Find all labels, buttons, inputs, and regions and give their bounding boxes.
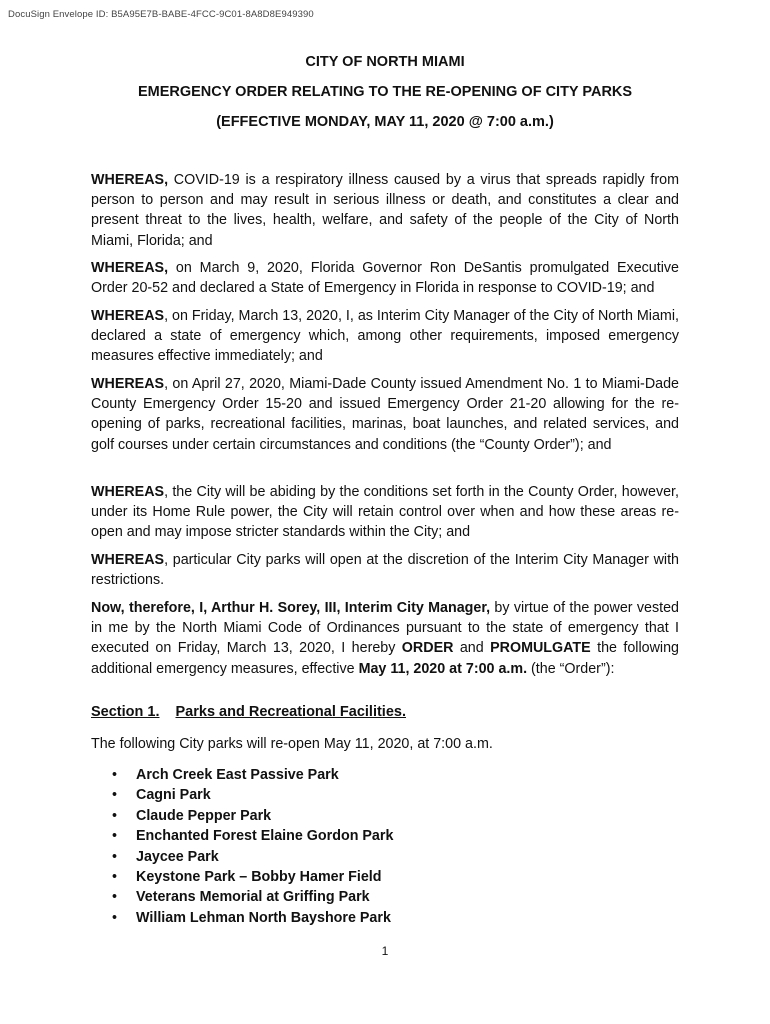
bullet-icon: • (112, 869, 118, 886)
whereas-text: on March 9, 2020, Florida Governor Ron DeSantis promulgated Executive Order 20-52 and declared a State of Emergency in Florida in response to COVID-19; and (91, 260, 679, 297)
bullet-icon: • (112, 807, 118, 824)
whereas-lead: WHEREAS (91, 308, 165, 324)
whereas-lead: WHEREAS (91, 484, 165, 500)
whereas-text: COVID-19 is a respiratory illness caused by a virus that spreads rapidly from person to person and may result in serious illness or death, and constitutes a clear and present threat to the lives, health, welfare, and safety of the people of the City of North Miami, Florida; and (91, 172, 679, 249)
list-item: • Veterans Memorial at Griffing Park (112, 887, 393, 907)
now-therefore-lead: Now, therefore, I, Arthur H. Sorey, III, Interim City Manager, (91, 600, 491, 616)
whereas-lead: WHEREAS, (91, 260, 169, 276)
order-title: EMERGENCY ORDER RELATING TO THE RE-OPENING OF CITY PARKS (137, 84, 633, 100)
whereas-paragraph-5 (91, 482, 679, 543)
and-text: and (453, 640, 491, 657)
promulgate-keyword: PROMULGATE (490, 640, 591, 657)
list-item: • Arch Creek East Passive Park (112, 765, 393, 785)
whereas-paragraph-3 (91, 306, 679, 367)
list-item: • Cagni Park (112, 785, 393, 805)
bullet-icon: • (112, 828, 118, 845)
section-heading (91, 704, 406, 720)
page-number: 1 (381, 944, 389, 958)
whereas-paragraph-1 (91, 170, 679, 251)
bullet-icon: • (112, 909, 118, 926)
docusign-envelope-id: DocuSign Envelope ID: B5A95E7B-BABE-4FCC-9C01-8A8D8E949390 (8, 9, 314, 20)
city-title: CITY OF NORTH MIAMI (305, 54, 465, 70)
list-item: • Jaycee Park (112, 847, 393, 867)
whereas-lead: WHEREAS (91, 376, 165, 392)
section-title: Parks and Recreational Facilities. (175, 704, 406, 720)
bullet-icon: • (112, 889, 118, 906)
section-intro: The following City parks will re-open May 11, 2020, at 7:00 a.m. (91, 736, 493, 752)
bullet-icon: • (112, 848, 118, 865)
bullet-icon: • (112, 787, 118, 804)
whereas-text: , particular City parks will open at the discretion of the Interim City Manager with restrictions. (91, 552, 679, 589)
bullet-icon: • (112, 767, 118, 783)
parks-list (112, 765, 393, 928)
whereas-text: , the City will be abiding by the conditions set forth in the County Order, however, under its Home Rule power, the City will retain control over when and how these areas re-open and may impose stricter standards within the City; and (91, 484, 679, 541)
section-number: Section 1. (91, 704, 160, 720)
whereas-paragraph-6 (91, 550, 679, 590)
list-item: • Keystone Park – Bobby Hamer Field (112, 867, 393, 887)
order-keyword: ORDER (401, 640, 454, 657)
now-therefore-text: by virtue of the power vested in me by the North Miami Code of Ordinances pursuant to the state of emergency that I executed on Friday, March 13, 2020, I hereby (91, 600, 679, 657)
effective-date-title: (EFFECTIVE MONDAY, MAY 11, 2020 @ 7:00 a.m.) (216, 114, 554, 130)
now-therefore-paragraph (91, 598, 679, 679)
list-item: • William Lehman North Bayshore Park (112, 908, 393, 928)
now-therefore-text-3: (the “Order”): (527, 660, 615, 677)
whereas-lead: WHEREAS (91, 552, 165, 568)
whereas-paragraph-2 (91, 258, 679, 298)
whereas-paragraph-4 (91, 374, 679, 455)
whereas-text: , on April 27, 2020, Miami-Dade County issued Amendment No. 1 to Miami-Dade County Emergency Order 15-20 and issued Emergency Order 21-20 allowing for the re-opening of parks, recreational facilities, marinas, boat launches, and related services, and golf courses under certain circumstances and conditions (the “County Order”); and (91, 376, 679, 453)
whereas-text: , on Friday, March 13, 2020, I, as Interim City Manager of the City of North Miami, declared a state of emergency which, among other requirements, imposed emergency measures effective immediately; and (91, 308, 679, 365)
whereas-lead: WHEREAS, (91, 172, 169, 188)
now-therefore-text-2: the following additional emergency measures, effective (91, 640, 679, 677)
effective-date: May 11, 2020 at 7:00 a.m. (358, 660, 528, 677)
list-item: • Claude Pepper Park (112, 806, 393, 826)
list-item: • Enchanted Forest Elaine Gordon Park (112, 826, 393, 846)
